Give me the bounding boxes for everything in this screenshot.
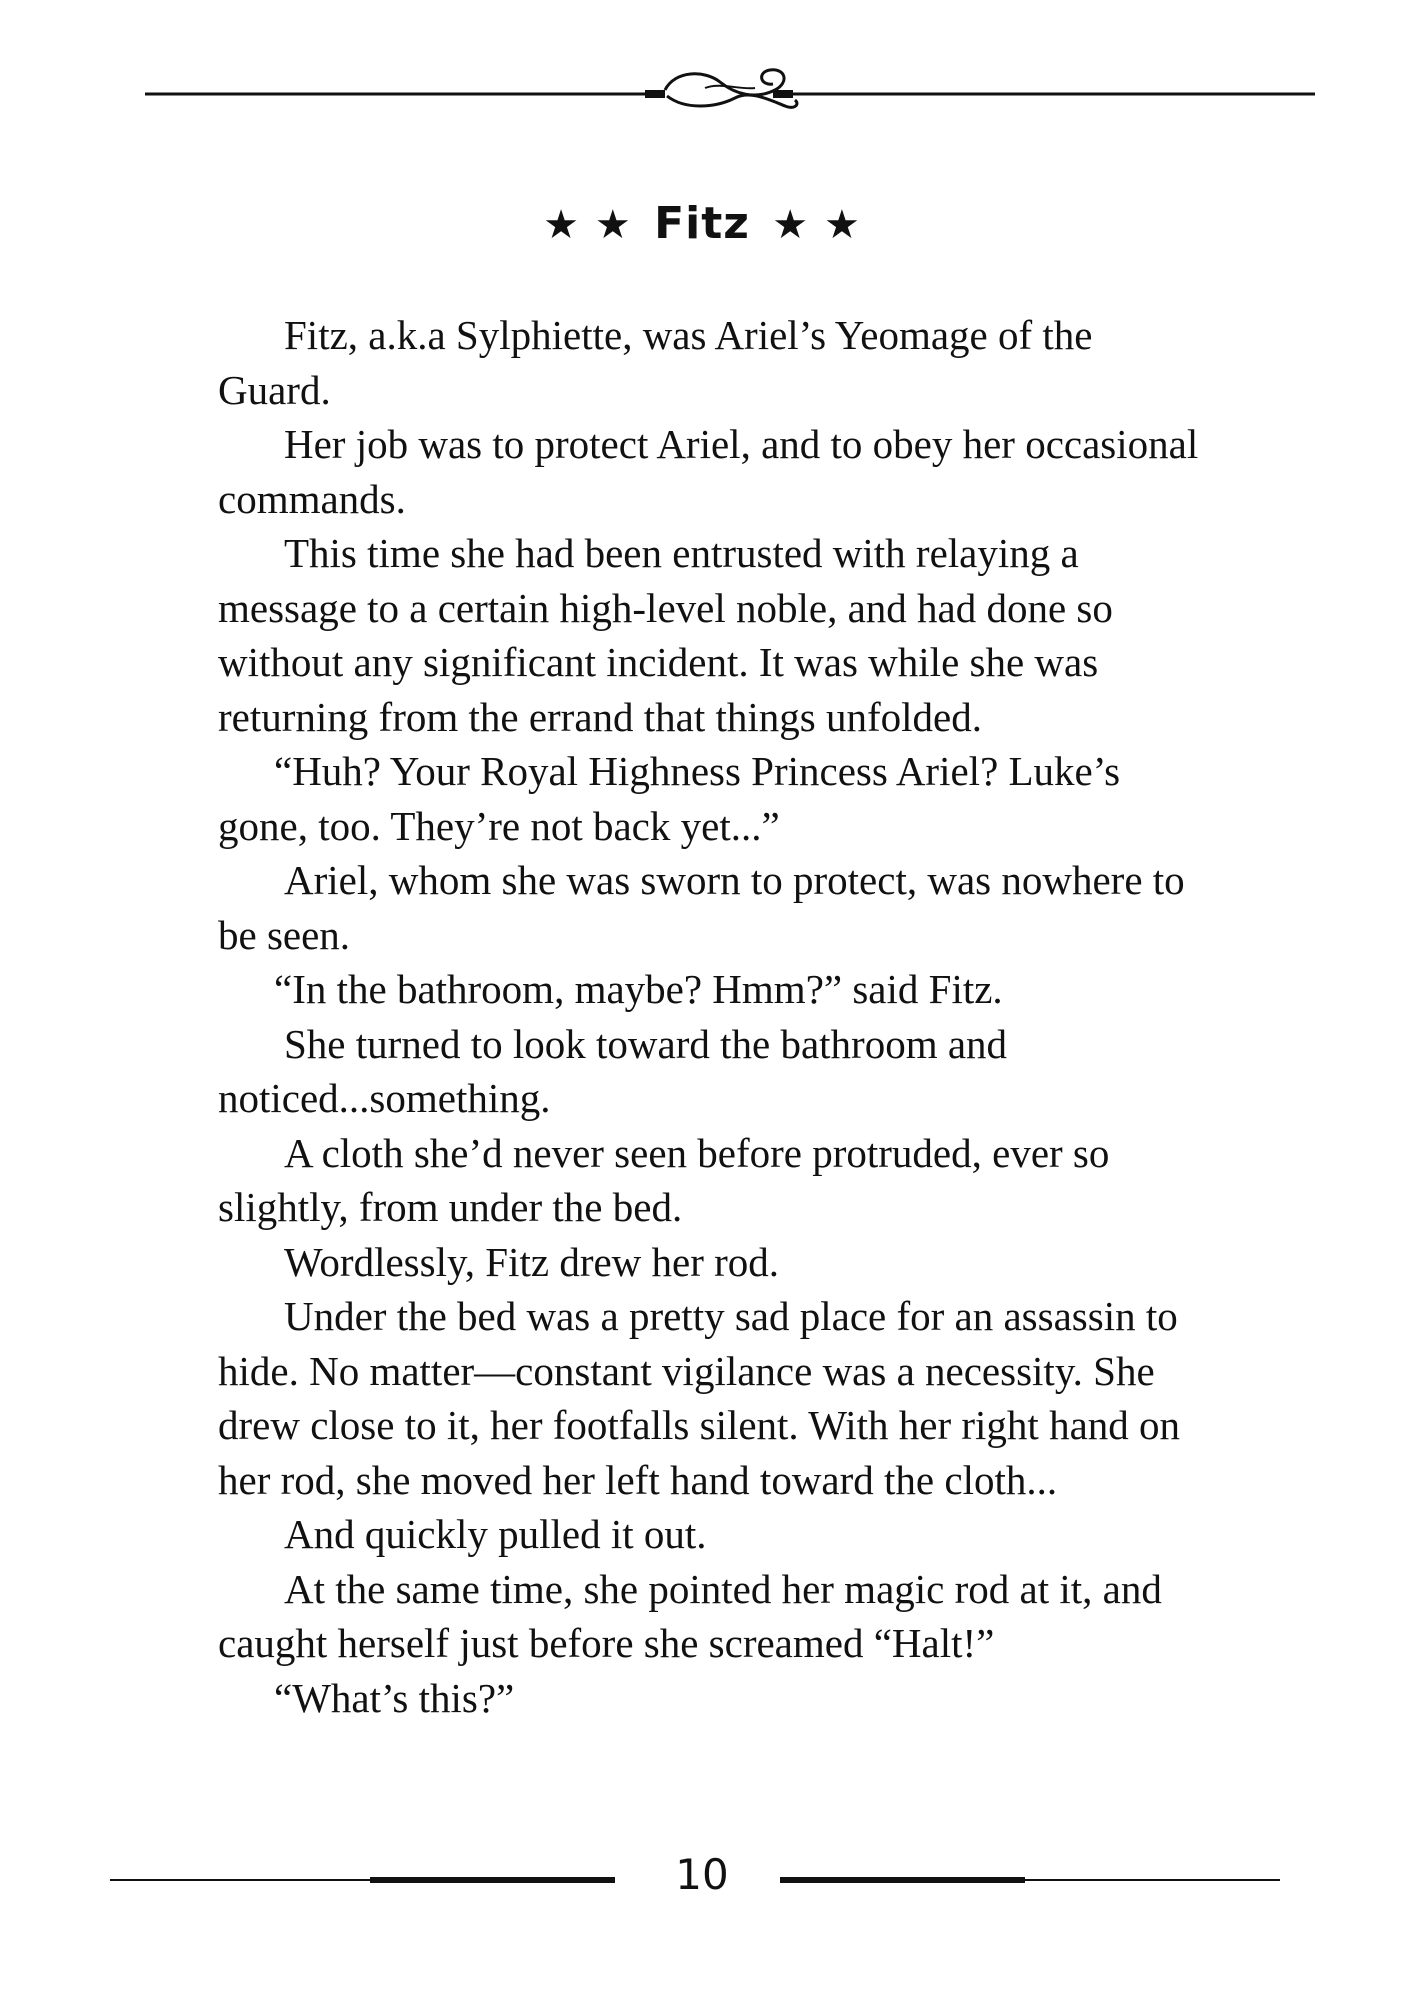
body-text <box>218 308 1208 1725</box>
footer-rule-right-thin <box>1025 1879 1280 1881</box>
paragraph: “Huh? Your Royal Highness Princess Ariel? Luke’s gone, too. They’re not back yet...” <box>218 748 1121 849</box>
paragraph: Under the bed was a pretty sad place for an assassin to hide. No matter—constant vigilance was a necessity. She drew close to it, her footfalls silent. With her right hand on her rod, she moved her left hand toward the cloth... <box>218 1293 1181 1503</box>
chapter-title-text: Fitz <box>654 198 750 249</box>
paragraph: At the same time, she pointed her magic rod at it, and caught herself just before she screamed “Halt!” <box>218 1565 1162 1666</box>
paragraph: Ariel, whom she was sworn to protect, was nowhere to be seen. <box>218 857 1185 958</box>
paragraph: Fitz, a.k.a Sylphiette, was Ariel’s Yeomage of the Guard. <box>218 312 1093 413</box>
chapter-title <box>0 198 1404 249</box>
paragraph: And quickly pulled it out. <box>284 1511 707 1557</box>
star-icon-right: ★ ★ <box>772 202 861 248</box>
star-icon-left: ★ ★ <box>543 202 632 248</box>
footer-rule-right <box>780 1877 1025 1883</box>
paragraph: Wordlessly, Fitz drew her rod. <box>284 1238 780 1285</box>
paragraph: This time she had been entrusted with relaying a message to a certain high-level noble, and had done so without any significant incident. It was while she was returning from the errand that things unfolded. <box>218 530 1113 740</box>
paragraph: “What’s this?” <box>274 1674 515 1721</box>
header-ornament <box>145 60 1315 130</box>
paragraph: She turned to look toward the bathroom and noticed...something. <box>218 1020 1008 1121</box>
paragraph: Her job was to protect Ariel, and to obey her occasional commands. <box>218 421 1199 522</box>
paragraph: “In the bathroom, maybe? Hmm?” said Fitz. <box>274 966 1003 1012</box>
page-number: 10 <box>675 1850 729 1899</box>
paragraph: A cloth she’d never seen before protruded, ever so slightly, from under the bed. <box>218 1129 1110 1230</box>
